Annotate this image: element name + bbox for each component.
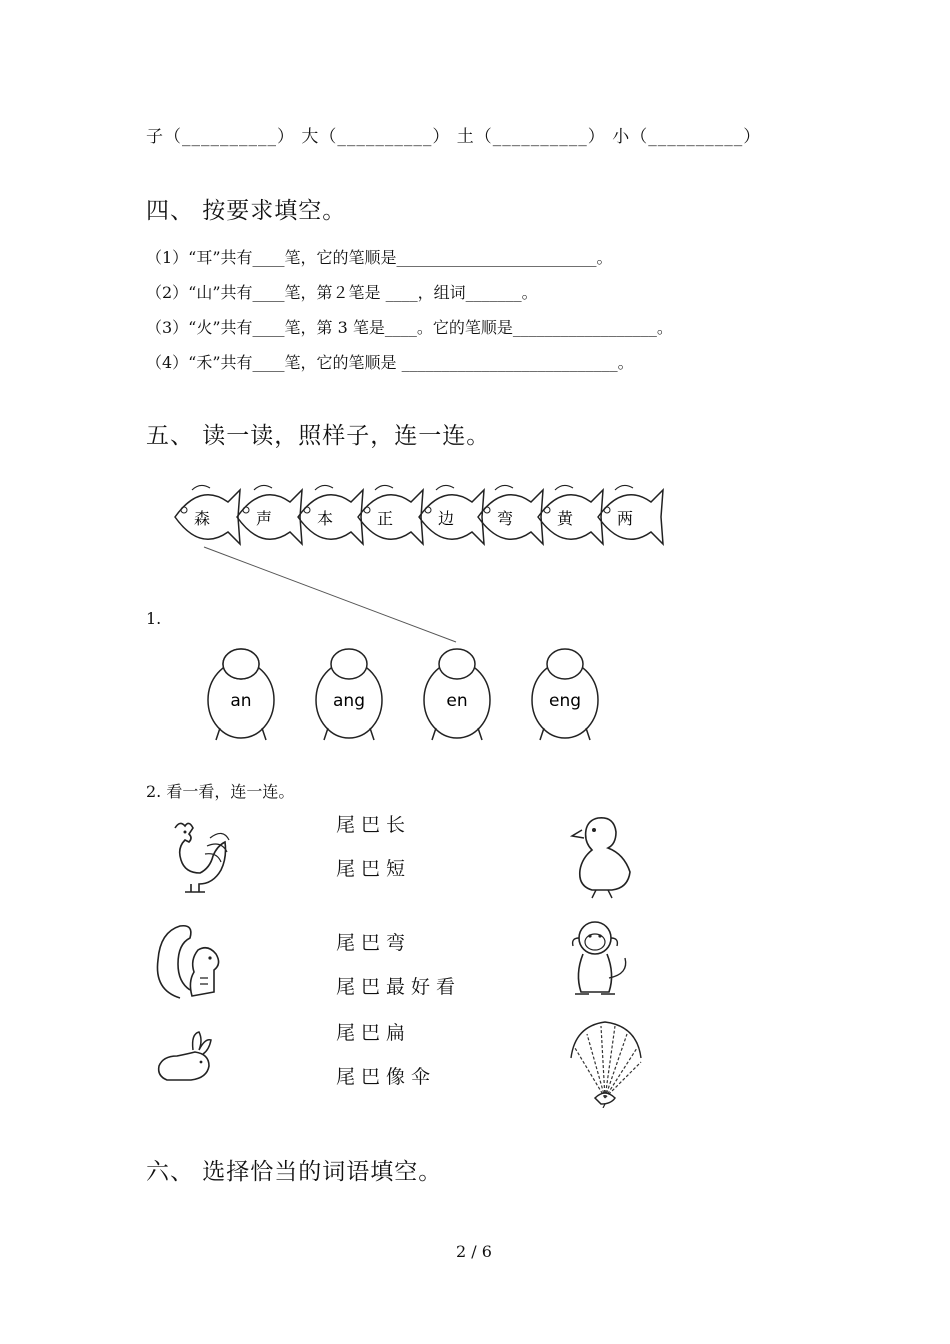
fish-char-8: 两 (616, 509, 634, 528)
fish-8 (598, 485, 663, 544)
fish-6 (478, 485, 543, 544)
section-six-title: 六、 选择恰当的词语填空。 (146, 1159, 443, 1185)
question-four-1: （1）“耳”共有____笔，它的笔顺是_________________________。 (146, 248, 613, 267)
fish-7 (538, 485, 603, 544)
rooster-icon (155, 818, 235, 898)
fish-char-4: 正 (376, 509, 394, 528)
pot-label-1: an (230, 691, 252, 711)
fish-char-2: 声 (255, 509, 273, 528)
example-connect-line (204, 547, 456, 642)
question-five-1-label: 1. (146, 609, 162, 628)
pot-4 (532, 649, 598, 740)
fish-char-7: 黄 (556, 509, 574, 528)
fish-5 (419, 485, 484, 544)
pot-3 (424, 649, 490, 740)
duck-icon (568, 810, 638, 900)
tail-phrase-2: 尾巴短 (336, 858, 412, 880)
monkey-icon (565, 918, 635, 1002)
page-number: 2 / 6 (456, 1242, 492, 1261)
fish-char-3: 本 (316, 509, 334, 528)
fish-4 (358, 485, 423, 544)
fish-char-5: 边 (437, 509, 455, 528)
pot-label-4: eng (548, 691, 582, 711)
question-five-2-label: 2. 看一看，连一连。 (146, 782, 295, 801)
peacock-icon (565, 1018, 645, 1108)
section-four-title: 四、 按要求填空。 (146, 198, 347, 224)
matching-diagram (0, 470, 950, 750)
tail-phrase-1: 尾巴长 (336, 814, 412, 836)
fish-char-1: 森 (193, 509, 211, 528)
pot-2 (316, 649, 382, 740)
tail-phrase-3: 尾巴弯 (336, 932, 412, 954)
squirrel-icon (150, 920, 230, 1004)
word-fill-line: 子（__________） 大（__________） 土（__________） 小（__________） (146, 127, 762, 147)
tail-phrase-6: 尾巴像伞 (336, 1066, 437, 1088)
fish-1 (175, 485, 240, 544)
fish-2 (237, 485, 302, 544)
question-four-4: （4）“禾”共有____笔，它的笔顺是 ___________________________。 (146, 353, 634, 372)
pot-label-3: en (446, 691, 468, 711)
tail-phrase-4: 尾巴最好看 (336, 976, 462, 998)
rabbit-icon (155, 1030, 215, 1086)
pot-1 (208, 649, 274, 740)
fish-char-6: 弯 (496, 509, 514, 528)
pot-label-2: ang (333, 691, 365, 711)
tail-phrase-5: 尾巴扁 (336, 1022, 412, 1044)
section-five-title: 五、 读一读，照样子，连一连。 (146, 423, 491, 449)
question-four-2: （2）“山”共有____笔，第２笔是 ____，组词_______。 (146, 283, 538, 302)
question-four-3: （3）“火”共有____笔，第 3 笔是____。它的笔顺是__________________。 (146, 318, 673, 337)
fish-3 (298, 485, 363, 544)
